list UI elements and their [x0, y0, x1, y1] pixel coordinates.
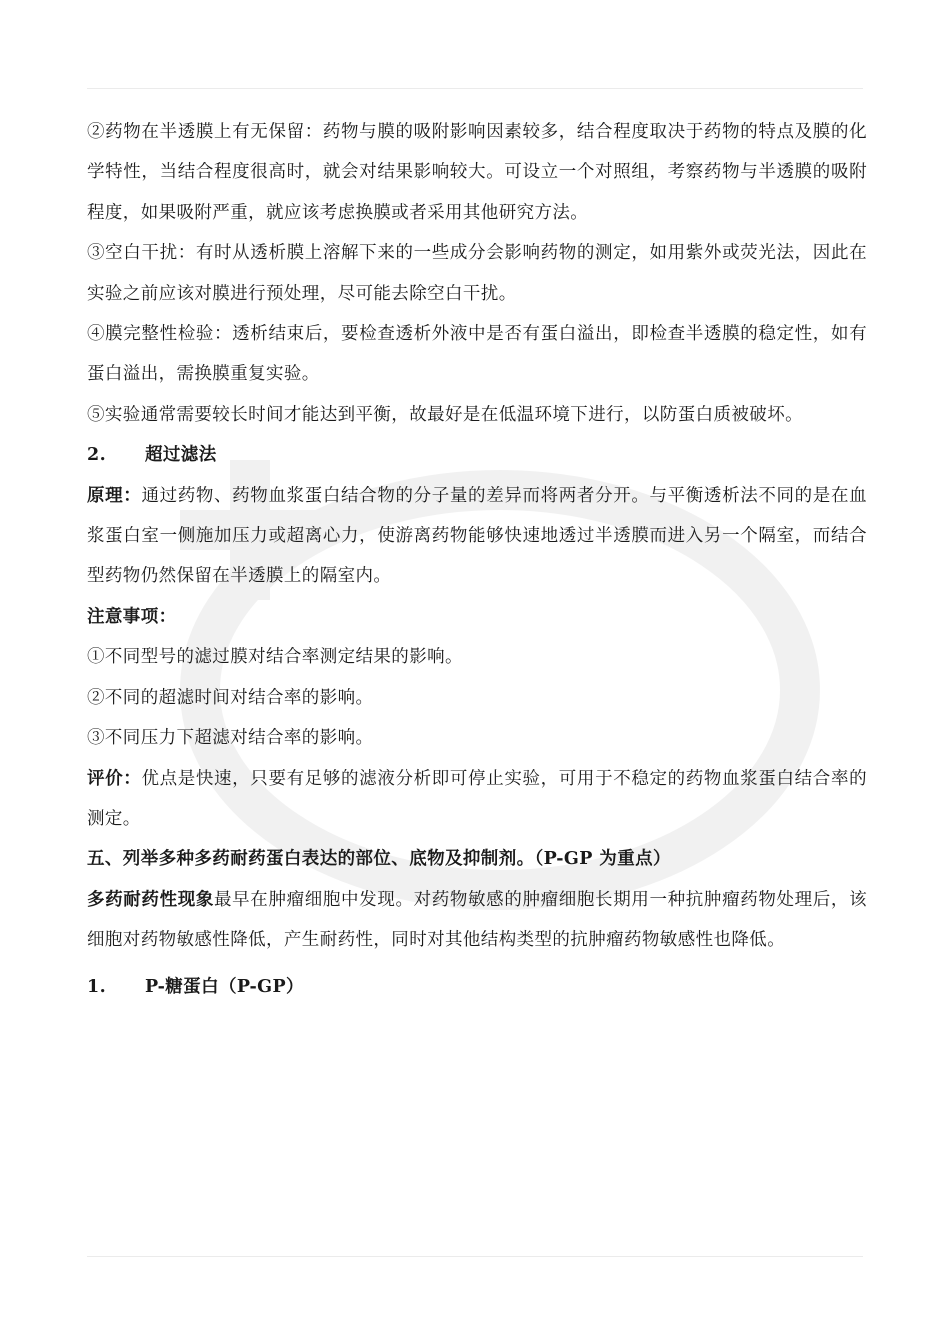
note-item: ①不同型号的滤过膜对结合率测定结果的影响。 [87, 647, 463, 668]
evaluation-text: 优点是快速，只要有足够的滤液分析即可停止实验，可用于不稳定的药物血浆蛋白结合率的测定。 [87, 768, 867, 829]
note-item: ③不同压力下超滤对结合率的影响。 [87, 728, 374, 749]
para-low-temperature: ⑤实验通常需要较长时间才能达到平衡，故最好是在低温环境下进行，以防蛋白质被破坏。 [87, 404, 803, 425]
para-evaluation [87, 759, 867, 840]
para-mdr [87, 880, 867, 961]
heading-pgp [87, 967, 867, 1007]
note-item: ②不同的超滤时间对结合率的影响。 [87, 687, 374, 708]
section-heading-5: 五、列举多种多药耐药蛋白表达的部位、底物及抑制剂。（P-GP 为重点） [87, 849, 671, 870]
principle-text: 通过药物、药物血浆蛋白结合物的分子量的差异而将两者分开。与平衡透析法不同的是在血浆蛋白室一侧施加压力或超离心力，使游离药物能够快速地透过半透膜而进入另一个隔室，而结合型药物仍然保留在半透膜上的隔室内。 [87, 485, 867, 587]
heading-number: 2. [87, 445, 107, 466]
heading-title: 超过滤法 [145, 445, 217, 466]
para-retention: ②药物在半透膜上有无保留：药物与膜的吸附影响因素较多，结合程度取决于药物的特点及膜的化学特性，当结合程度很高时，就会对结果影响较大。可设立一个对照组，考察药物与半透膜的吸附程度，如果吸附严重，就应该考虑换膜或者采用其他研究方法。 [87, 122, 867, 223]
heading-ultrafiltration [87, 435, 867, 475]
evaluation-label: 评价： [87, 768, 142, 789]
heading-number: 1. [87, 976, 107, 997]
heading-title: P-糖蛋白（P-GP） [145, 976, 304, 997]
notes-label: 注意事项： [87, 606, 177, 627]
mdr-label: 多药耐药性现象 [87, 889, 215, 910]
document-body [87, 112, 867, 1007]
principle-label: 原理： [87, 485, 142, 506]
para-membrane-integrity: ④膜完整性检验：透析结束后，要检查透析外液中是否有蛋白溢出，即检查半透膜的稳定性，如有蛋白溢出，需换膜重复实验。 [87, 324, 867, 385]
header-rule [87, 88, 863, 89]
para-blank-interference: ③空白干扰：有时从透析膜上溶解下来的一些成分会影响药物的测定，如用紫外或荧光法，因此在实验之前应该对膜进行预处理，尽可能去除空白干扰。 [87, 243, 867, 304]
para-principle [87, 476, 867, 597]
footer-rule [87, 1256, 863, 1257]
mdr-text: 最早在肿瘤细胞中发现。对药物敏感的肿瘤细胞长期用一种抗肿瘤药物处理后，该细胞对药物敏感性降低，产生耐药性，同时对其他结构类型的抗肿瘤药物敏感性也降低。 [87, 889, 867, 951]
